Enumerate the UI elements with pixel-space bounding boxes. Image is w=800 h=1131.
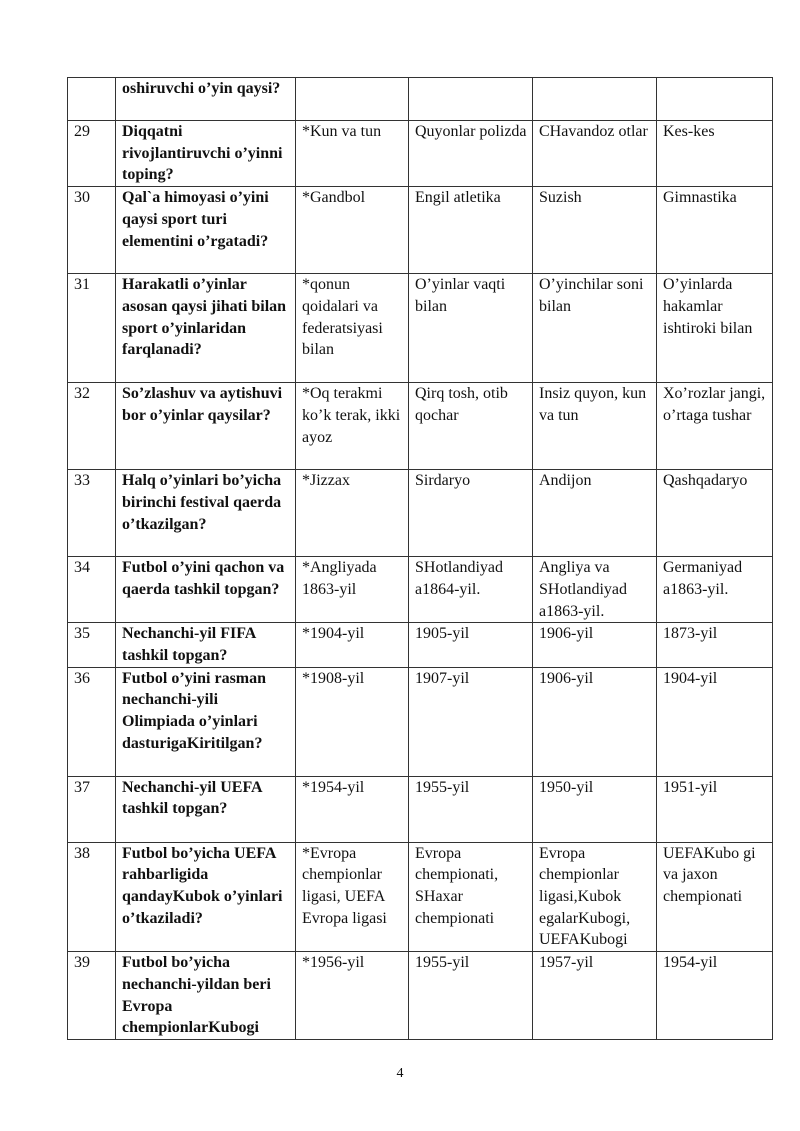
- question-number: 37: [68, 776, 116, 842]
- answer-c: Andijon: [533, 470, 657, 557]
- answer-c: Suzish: [533, 187, 657, 274]
- answer-a: *qonun qoidalari va federatsiyasi bilan: [296, 274, 409, 383]
- table-row: [68, 274, 773, 383]
- answer-b: Quyonlar polizda: [409, 121, 533, 187]
- question-number: 35: [68, 623, 116, 667]
- answer-a: *1956-yil: [296, 952, 409, 1040]
- answer-c: Insiz quyon, kun va tun: [533, 383, 657, 470]
- answer-c: Angliya va SHotlandiyad a1863-yil.: [533, 557, 657, 623]
- answer-d: Xo’rozlar jangi, o’rtaga tushar: [657, 383, 773, 470]
- answer-b: [409, 78, 533, 121]
- question-text: Nechanchi-yil UEFA tashkil topgan?: [116, 776, 296, 842]
- answer-c: 1950-yil: [533, 776, 657, 842]
- question-number: 31: [68, 274, 116, 383]
- answer-a: *Jizzax: [296, 470, 409, 557]
- quiz-table: [67, 77, 773, 1040]
- answer-c: O’yinchilar soni bilan: [533, 274, 657, 383]
- question-text: Halq o’yinlari bo’yicha birinchi festival qaerda o’tkazilgan?: [116, 470, 296, 557]
- answer-d: UEFAKubo gi va jaxon chempionati: [657, 842, 773, 952]
- answer-b: Sirdaryo: [409, 470, 533, 557]
- question-number: 33: [68, 470, 116, 557]
- answer-d: O’yinlarda hakamlar ishtiroki bilan: [657, 274, 773, 383]
- answer-b: 1907-yil: [409, 667, 533, 776]
- answer-d: 1904-yil: [657, 667, 773, 776]
- answer-a: *Kun va tun: [296, 121, 409, 187]
- question-text: Futbol bo’yicha UEFA rahbarligida qandayKubok o’yinlari o’tkaziladi?: [116, 842, 296, 952]
- answer-d: 1873-yil: [657, 623, 773, 667]
- answer-d: [657, 78, 773, 121]
- table-row: [68, 623, 773, 667]
- answer-b: 1905-yil: [409, 623, 533, 667]
- answer-b: Evropa chempionati, SHaxar chempionati: [409, 842, 533, 952]
- answer-b: Qirq tosh, otib qochar: [409, 383, 533, 470]
- table-row: [68, 121, 773, 187]
- question-number: 32: [68, 383, 116, 470]
- question-text: So’zlashuv va aytishuvi bor o’yinlar qaysilar?: [116, 383, 296, 470]
- answer-c: 1906-yil: [533, 623, 657, 667]
- page-number: 4: [396, 1066, 404, 1081]
- question-text: Diqqatni rivojlantiruvchi o’yinni toping?: [116, 121, 296, 187]
- answer-c: [533, 78, 657, 121]
- answer-b: SHotlandiyad a1864-yil.: [409, 557, 533, 623]
- question-number: 38: [68, 842, 116, 952]
- question-text: Harakatli o’yinlar asosan qaysi jihati bilan sport o’yinlaridan farqlanadi?: [116, 274, 296, 383]
- answer-d: Kes-kes: [657, 121, 773, 187]
- answer-d: 1951-yil: [657, 776, 773, 842]
- question-text: Qal`a himoyasi o’yini qaysi sport turi elementini o’rgatadi?: [116, 187, 296, 274]
- table-row: [68, 470, 773, 557]
- question-number: 30: [68, 187, 116, 274]
- answer-c: CHavandoz otlar: [533, 121, 657, 187]
- question-number: 39: [68, 952, 116, 1040]
- question-text: oshiruvchi o’yin qaysi?: [116, 78, 296, 121]
- answer-a: *1954-yil: [296, 776, 409, 842]
- table-row: [68, 667, 773, 776]
- answer-b: 1955-yil: [409, 952, 533, 1040]
- answer-d: 1954-yil: [657, 952, 773, 1040]
- answer-a: *1904-yil: [296, 623, 409, 667]
- answer-a: *Gandbol: [296, 187, 409, 274]
- answer-b: O’yinlar vaqti bilan: [409, 274, 533, 383]
- answer-a: *Oq terakmi ko’k terak, ikki ayoz: [296, 383, 409, 470]
- answer-b: Engil atletika: [409, 187, 533, 274]
- table-row: [68, 842, 773, 952]
- question-text: Futbol o’yini qachon va qaerda tashkil topgan?: [116, 557, 296, 623]
- table-row: [68, 187, 773, 274]
- table-row: [68, 952, 773, 1040]
- answer-d: Germaniyad a1863-yil.: [657, 557, 773, 623]
- table-row: [68, 776, 773, 842]
- table-row: [68, 383, 773, 470]
- table-row: [68, 557, 773, 623]
- answer-a: [296, 78, 409, 121]
- question-number: 34: [68, 557, 116, 623]
- question-text: Futbol o’yini rasman nechanchi-yili Olimpiada o’yinlari dasturigaKiritilgan?: [116, 667, 296, 776]
- answer-b: 1955-yil: [409, 776, 533, 842]
- answer-c: 1906-yil: [533, 667, 657, 776]
- question-number: 29: [68, 121, 116, 187]
- answer-d: Qashqadaryo: [657, 470, 773, 557]
- answer-a: *Angliyada 1863-yil: [296, 557, 409, 623]
- answer-c: 1957-yil: [533, 952, 657, 1040]
- question-text: Nechanchi-yil FIFA tashkil topgan?: [116, 623, 296, 667]
- answer-a: *1908-yil: [296, 667, 409, 776]
- question-text: Futbol bo’yicha nechanchi-yildan beri Evropa chempionlarKubogi: [116, 952, 296, 1040]
- answer-c: Evropa chempionlar ligasi,Kubok egalarKubogi, UEFAKubogi: [533, 842, 657, 952]
- answer-d: Gimnastika: [657, 187, 773, 274]
- question-number: 36: [68, 667, 116, 776]
- table-row: [68, 78, 773, 121]
- answer-a: *Evropa chempionlar ligasi, UEFA Evropa ligasi: [296, 842, 409, 952]
- question-number: [68, 78, 116, 121]
